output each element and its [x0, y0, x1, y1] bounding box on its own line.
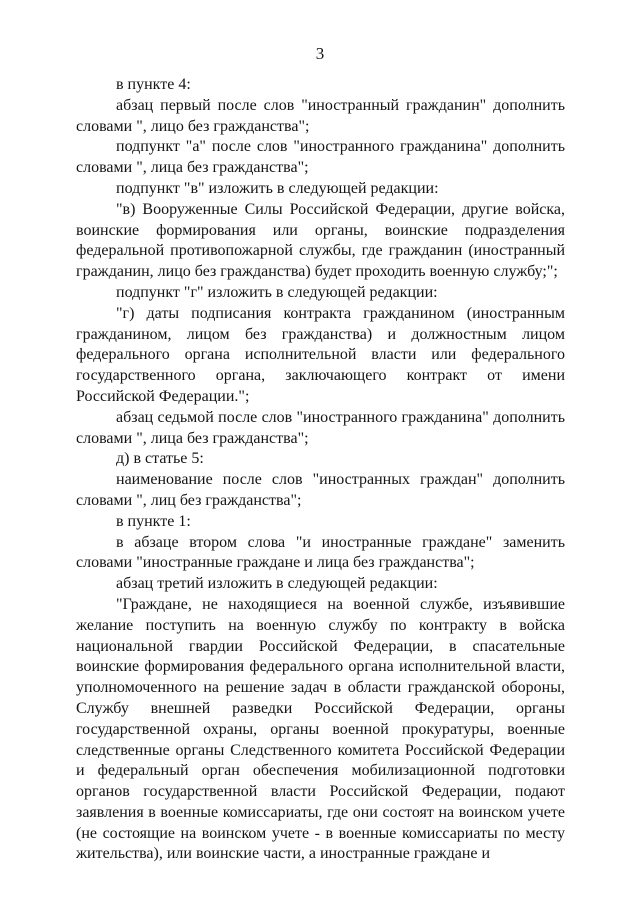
paragraph-article-5: д) в статье 5:: [116, 450, 204, 468]
paragraph-third-abzac-intro: абзац третий изложить в следующей редакции:: [116, 575, 438, 593]
paragraph-subpoint-g-intro: подпункт "г" изложить в следующей редакции:: [116, 283, 438, 301]
paragraph-second-abzac: в абзаце втором слова "и иностранные граждане" заменить словами "иностранные граждане и лица без гражданства";: [76, 533, 565, 572]
paragraph-third-abzac-text: "Граждане, не находящиеся на военной службе, изъявившие желание поступить на военную службу по контракту в войска национальной гвардии Российской Федерации, в спасательные воинские формирования федерального органа исполнительной власти, уполномоченного на решение задач в области гражданской обороны, Службу внешней разведки Российской Федерации, органы государственной охраны, органы военной прокуратуры, военные следственные органы Следственного комитета Российской Федерации и федеральный орган обеспечения мобилизационной подготовки органов государственной власти Российской Федерации, подают заявления в военные комиссариаты, где они состоят на воинском учете (не состоящие на воинском учете - в военные комиссариаты по месту жительства), или воинские части, а иностранные граждане и: [76, 595, 565, 863]
document-body: [76, 75, 565, 865]
paragraph-subpoint-a: подпункт "а" после слов "иностранного гражданина" дополнить словами ", лица без гражданства";: [76, 138, 565, 177]
paragraph-first-abzac: абзац первый после слов "иностранный гражданин" дополнить словами ", лицо без гражданства";: [76, 96, 565, 135]
paragraph-point-4: в пункте 4:: [116, 76, 191, 93]
paragraph-seventh-abzac: абзац седьмой после слов "иностранного гражданина" дополнить словами ", лица без гражданства";: [76, 408, 565, 447]
paragraph-article-5-title: наименование после слов "иностранных граждан" дополнить словами ", лиц без гражданства";: [76, 471, 565, 509]
page-number: 3: [315, 44, 325, 63]
paragraph-subpoint-v-intro: подпункт "в" изложить в следующей редакции:: [116, 179, 439, 197]
paragraph-point-1: в пункте 1:: [116, 512, 191, 530]
paragraph-subpoint-g-text: "г) даты подписания контракта гражданином (иностранным гражданином, лицом без гражданства) и должностным лицом федерального органа исполнительной власти или федерального государственного органа, заключающего контракт от имени Российской Федерации.";: [76, 304, 565, 405]
paragraph-subpoint-v-text: "в) Вооруженные Силы Российской Федерации, другие войска, воинские формирования или органы, воинские подразделения федеральной противопожарной службы, где гражданин (иностранный гражданин, лицо без гражданства) будет проходить военную службу;";: [76, 200, 565, 281]
